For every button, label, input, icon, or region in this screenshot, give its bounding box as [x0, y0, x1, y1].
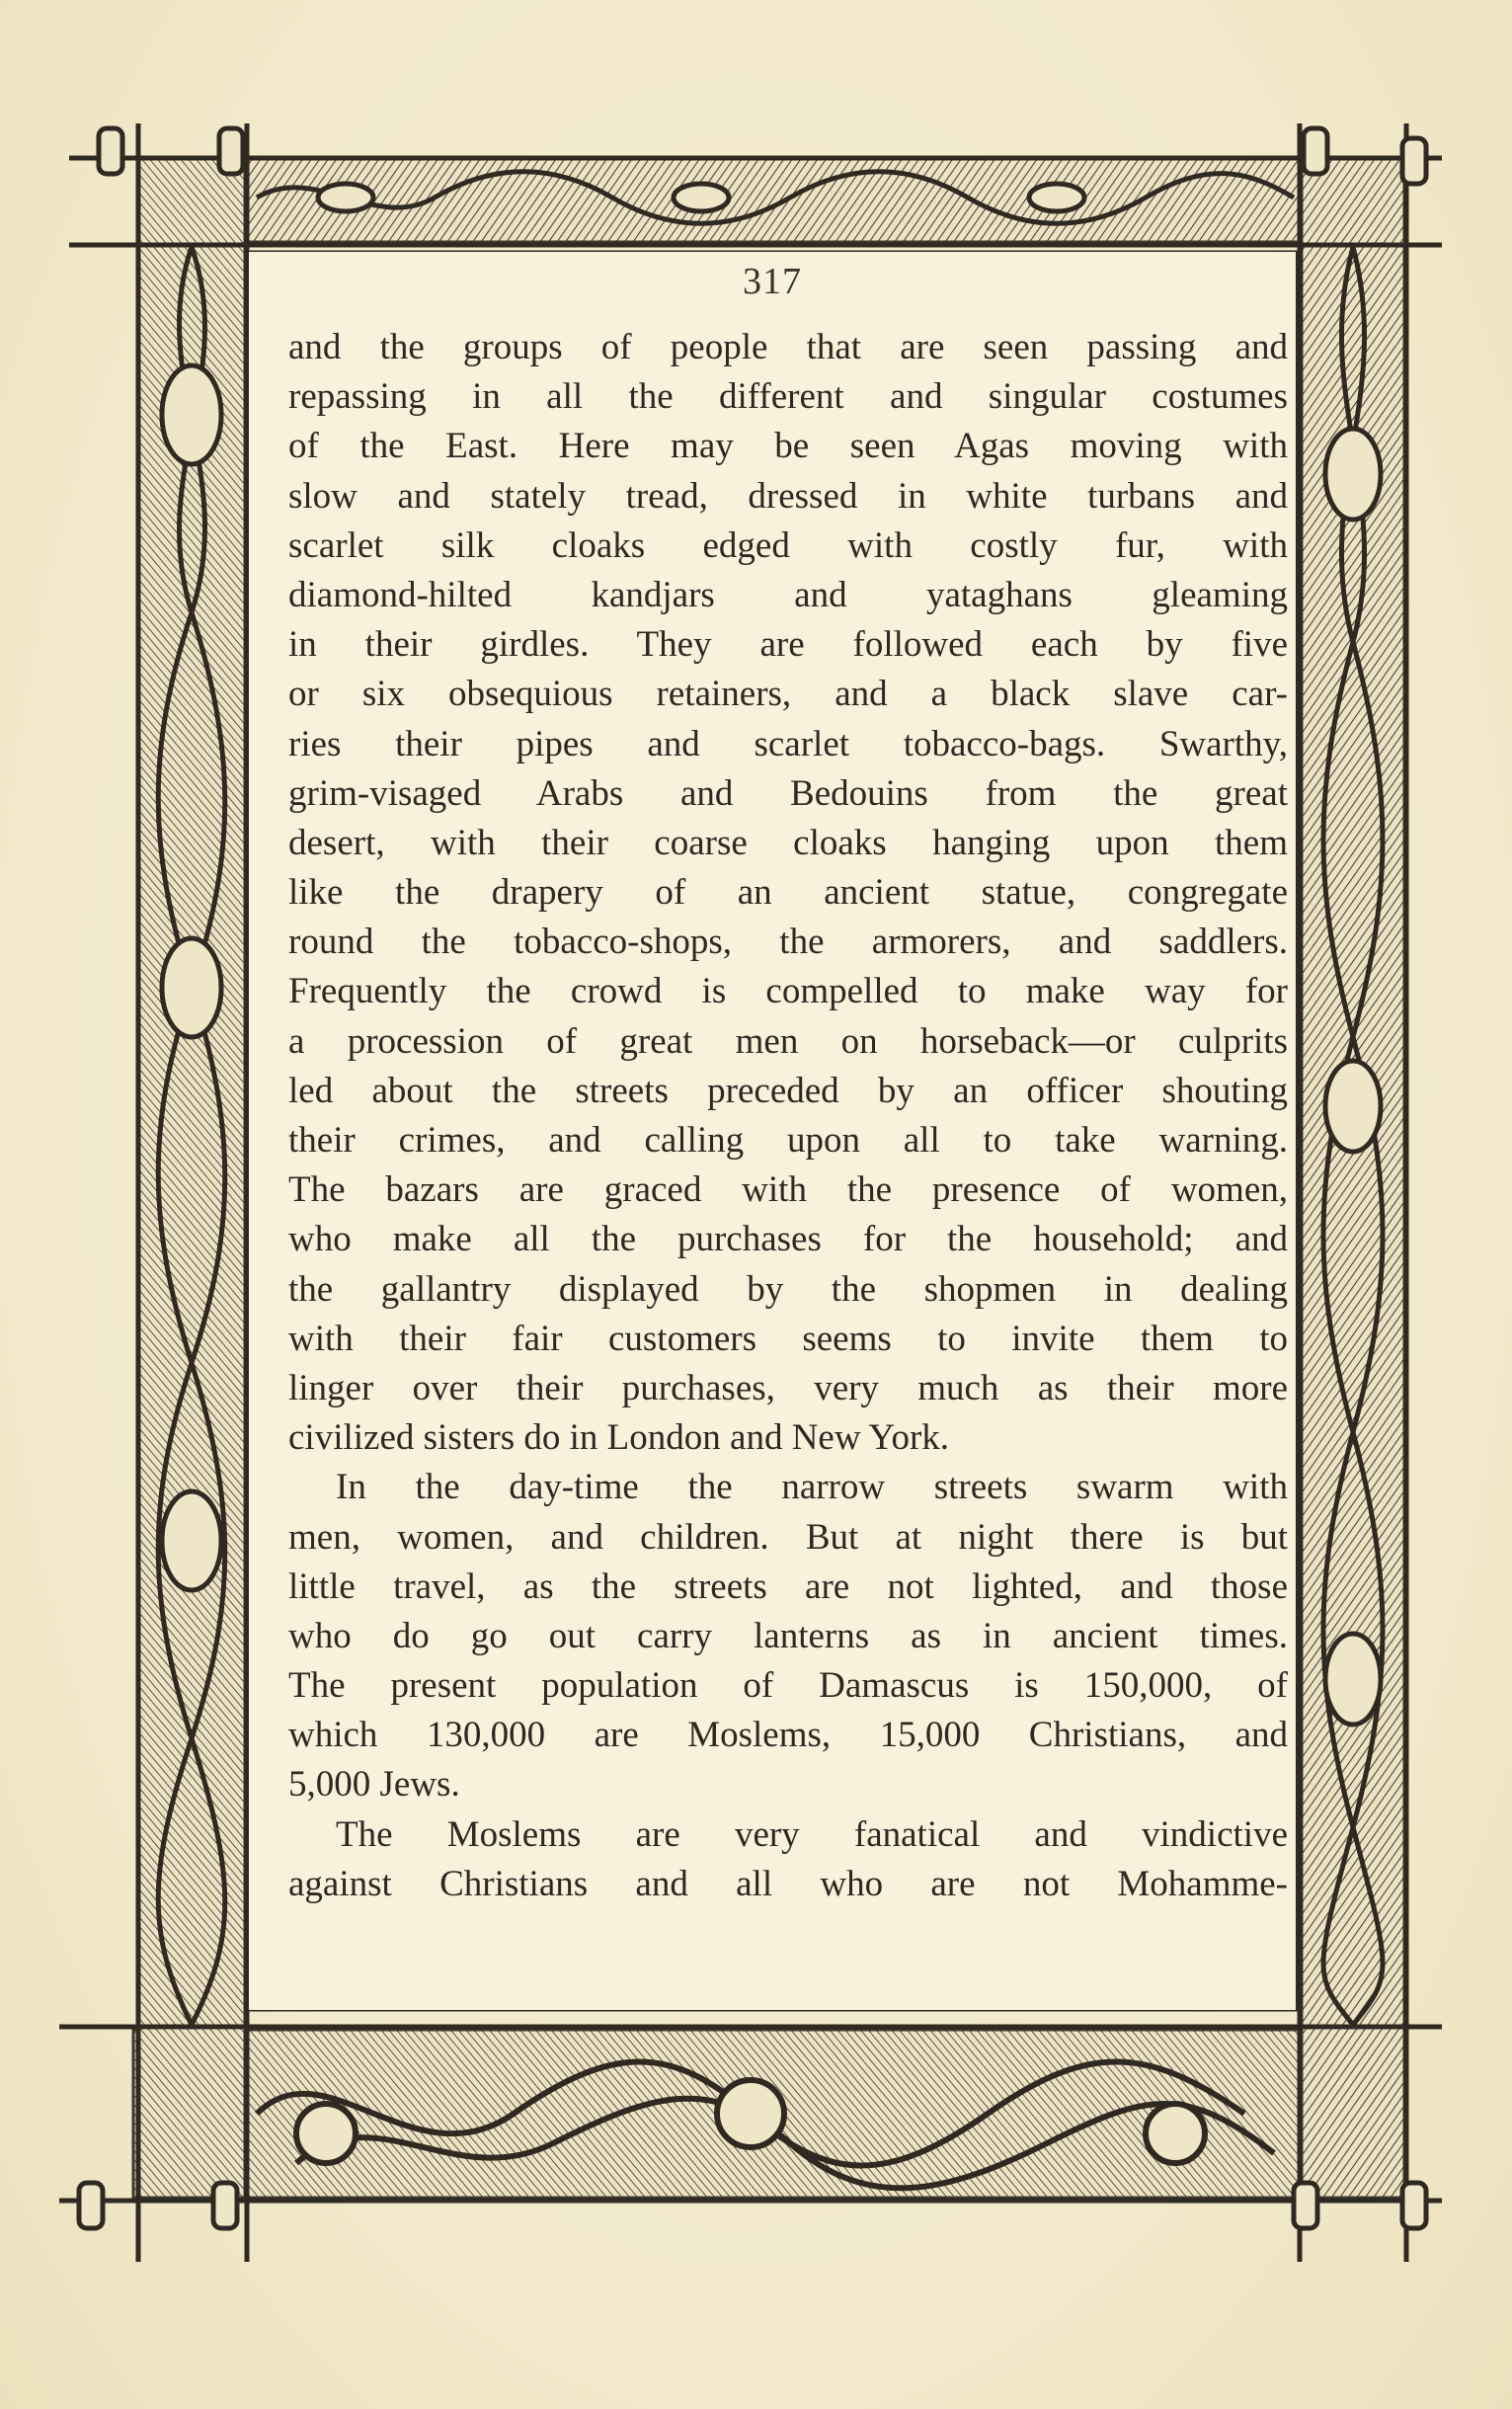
text-line: and the groups of people that are seen passing and — [288, 327, 1288, 367]
paragraph-end-line: 5,000 Jews. — [288, 1764, 460, 1806]
text-line: ries their pipes and scarlet tobacco-bags. Swarthy, — [288, 723, 1288, 764]
text-line: against Christians and all who are not Mohamme- — [288, 1863, 1288, 1904]
text-line: scarlet silk cloaks edged with costly fur, with — [288, 524, 1288, 566]
text-line: The bazars are graced with the presence of women, — [288, 1169, 1288, 1211]
text-line: of the East. Here may be seen Agas moving with — [288, 426, 1288, 467]
text-line: in their girdles. They are followed each by five — [288, 624, 1288, 666]
text-line: diamond-hilted kandjars and yataghans gleaming — [288, 574, 1288, 615]
text-line: men, women, and children. But at night there is but — [288, 1516, 1288, 1558]
text-line: linger over their purchases, very much as their more — [288, 1367, 1288, 1408]
text-line: led about the streets preceded by an officer shouting — [288, 1070, 1288, 1111]
paragraph-start-line: The Moslems are very fanatical and vindictive — [336, 1813, 1288, 1855]
text-line: like the drapery of an ancient statue, congregate — [288, 872, 1288, 914]
text-line: desert, with their coarse cloaks hanging upon them — [288, 822, 1288, 863]
text-line: with their fair customers seems to invite them to — [288, 1318, 1288, 1359]
text-line: repassing in all the different and singular costumes — [288, 376, 1288, 418]
paragraph-end-line: civilized sisters do in London and New York. — [288, 1417, 950, 1459]
text-panel — [249, 252, 1296, 2010]
text-line: little travel, as the streets are not lighted, and those — [288, 1566, 1288, 1607]
text-line: the gallantry displayed by the shopmen in dealing — [288, 1268, 1288, 1310]
text-line: Frequently the crowd is compelled to make way for — [288, 971, 1288, 1012]
text-line: slow and stately tread, dressed in white turbans and — [288, 475, 1288, 517]
text-line: their crimes, and calling upon all to take warning. — [288, 1120, 1288, 1161]
paragraph-start-line: In the day-time the narrow streets swarm with — [336, 1467, 1288, 1508]
text-line: a procession of great men on horseback—or culprits — [288, 1020, 1288, 1062]
text-line: round the tobacco-shops, the armorers, and saddlers. — [288, 922, 1288, 963]
body-text — [288, 323, 1288, 1909]
text-line: The present population of Damascus is 150,000, of — [288, 1665, 1288, 1707]
text-line: which 130,000 are Moslems, 15,000 Christians, and — [288, 1715, 1288, 1756]
page-number: 317 — [743, 261, 802, 302]
text-line: who make all the purchases for the household; and — [288, 1219, 1288, 1260]
text-line: grim-visaged Arabs and Bedouins from the great — [288, 772, 1288, 814]
text-line: or six obsequious retainers, and a black slave car- — [288, 674, 1288, 715]
text-line: who do go out carry lanterns as in ancient times. — [288, 1615, 1288, 1656]
